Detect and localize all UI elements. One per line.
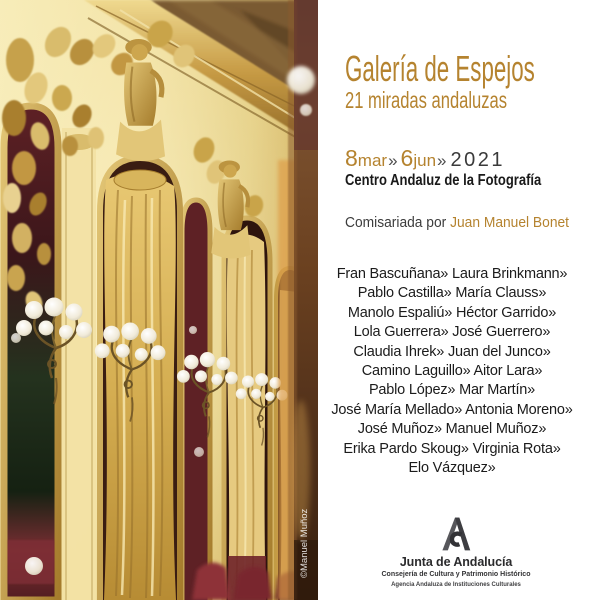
logo-org-name: Junta de Andalucía [399,555,513,569]
curator-name: Juan Manuel Bonet [450,214,570,231]
artist-line: José María Mellado» Antonia Moreno» [331,401,573,418]
year: 2021 [450,149,505,171]
artist-line: Claudia Ihrek» Juan del Junco» [353,343,551,360]
start-month: mar [357,151,388,170]
end-day: 6 [400,145,414,171]
artist-list [318,265,586,478]
logo-agency: Agencia Andaluza de Instituciones Culturales [391,582,521,588]
artist-line: Lola Guerrera» José Guerrero» [353,324,551,341]
date-separator-icon: » [437,151,447,170]
artist-line: Manolo Espaliú» Héctor Garrido» [347,304,557,321]
junta-andalucia-logo [318,516,594,589]
exhibition-title: Galería de Espejos [345,48,535,89]
artist-line: Pablo López» Mar Martín» [368,382,536,399]
niche-drape-1 [100,158,180,600]
logo-department: Consejería de Cultura y Patrimonio Histórico [381,571,531,578]
start-day: 8 [345,145,358,171]
content-pane [318,0,600,600]
globe-lamp-blur [287,66,315,94]
artist-line: Erika Pardo Skoug» Virginia Rota» [343,440,561,457]
curator-prefix: Comisariada por [345,214,451,231]
curator-line [345,213,569,232]
exhibition-dates [345,146,505,174]
artist-line: Fran Bascuñana» Laura Brinkmann» [336,266,568,282]
venue-name: Centro Andaluz de la Fotografía [345,172,542,189]
date-separator-icon: » [388,151,398,170]
artist-line: Camino Laguillo» Aitor Lara» [361,363,543,380]
exhibition-subtitle: 21 miradas andaluzas [345,87,508,113]
photo-credit: ©Manuel Muñoz [299,508,310,578]
pilaster [62,128,96,600]
niche-drape-2 [224,218,270,600]
end-month: jun [413,151,437,170]
artist-line: Elo Vázquez» [408,460,496,477]
artist-line: Pablo Castilla» María Clauss» [357,285,547,302]
junta-logo-a-icon [439,516,473,552]
artist-line: José Muñoz» Manuel Muñoz» [357,421,547,438]
